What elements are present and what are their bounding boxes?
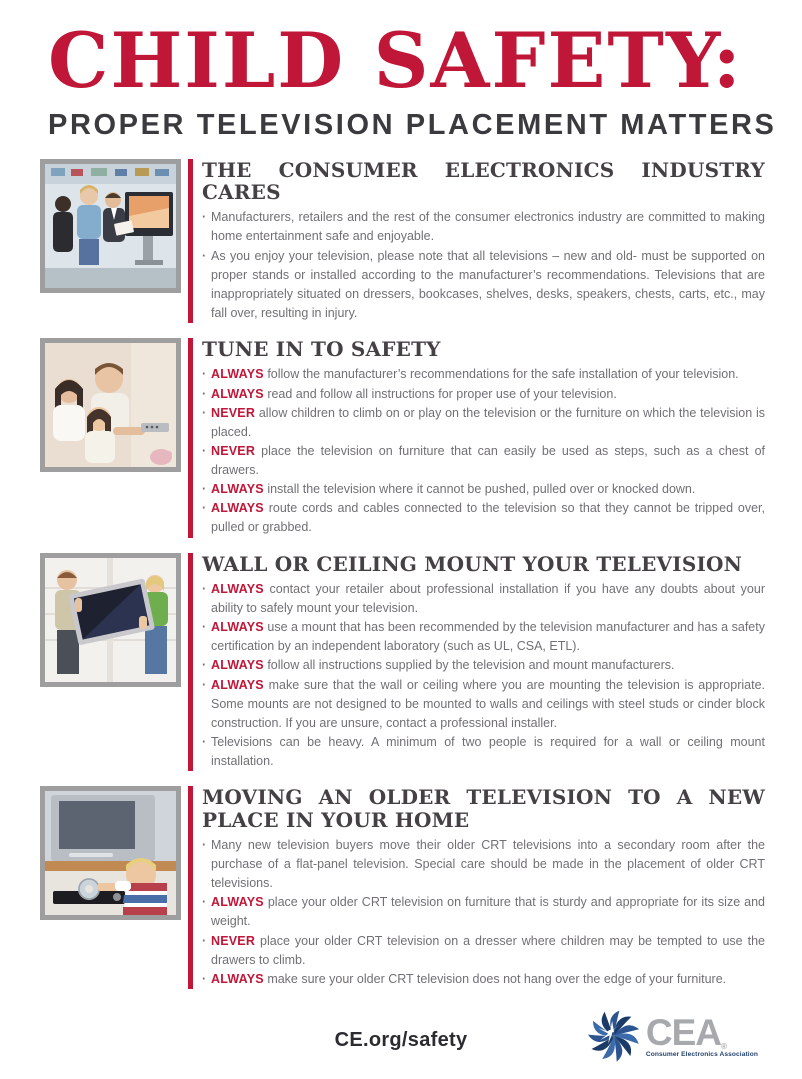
page-title: CHILD SAFETY: [48, 16, 743, 105]
bullet-text: As you enjoy your television, please note that all televisions – new and old- must be supported on proper stands or installed according to the manufacturer’s recommendations. Televisions that are inappropriately situated on dressers, bookcases, shelves, desks, speakers, chests, carts, etc., may fall over, resulting in injury. [211, 248, 765, 320]
cea-name: CEA® [645, 1011, 727, 1053]
section-tune-in-to-safety [40, 338, 765, 538]
bullet-item [202, 580, 765, 618]
bullet-list [202, 836, 765, 989]
bullet-item [202, 442, 765, 480]
bullet-text: ALWAYS use a mount that has been recommended by the television manufacturer and has a safety certification by an independent laboratory (such as UL, CSA, ETL). [211, 620, 765, 654]
bullet-item [202, 676, 765, 733]
carrying-tv-illustration [45, 558, 176, 682]
bullet-text: Many new television buyers move their older CRT televisions into a secondary room after the purchase of a flat-panel television. Special care should be made in the placement of older CRT televisions. [211, 837, 765, 891]
boy-with-dvd-and-crt-tv-photo [40, 786, 181, 920]
section-heading: MOVING AN OLDER TELEVISION TO A NEW PLACE IN YOUR HOME [202, 785, 765, 832]
bullet-item [202, 618, 765, 656]
couple-carrying-flat-tv-photo [40, 553, 181, 687]
bullet-text: Televisions can be heavy. A minimum of two people is required for a wall or ceiling mount installation. [211, 734, 765, 769]
bullet-list [202, 208, 765, 323]
bullet-dot: · [202, 386, 207, 401]
section-content [188, 553, 765, 772]
bullet-dot: · [202, 501, 207, 516]
bullet-dot: · [202, 971, 207, 986]
registered-mark: ® [720, 1041, 727, 1051]
section-heading: THE CONSUMER ELECTRONICS INDUSTRY CARES [202, 157, 765, 204]
bullet-text: ALWAYS place your older CRT television on furniture that is sturdy and appropriate for its size and weight. [211, 895, 765, 929]
section-content [188, 338, 765, 538]
bullet-item [202, 836, 765, 893]
bullet-keyword: ALWAYS [211, 971, 264, 986]
bullet-text: NEVER place your older CRT television on a dresser where children may be tempted to use the drawers to climb. [211, 933, 765, 967]
boy-crt-tv-illustration [45, 791, 176, 915]
bullet-list [202, 365, 765, 537]
bullet-text: ALWAYS follow all instructions supplied by the television and mount manufacturers. [211, 658, 675, 673]
bullet-text: ALWAYS install the television where it cannot be pushed, pulled over or knocked down. [211, 482, 696, 497]
footer [0, 1009, 802, 1079]
bullet-item [202, 404, 765, 442]
bullet-text: ALWAYS route cords and cables connected to the television so that they cannot be tripped over, pulled or grabbed. [211, 501, 765, 535]
bullet-keyword: ALWAYS [211, 482, 264, 497]
bullet-item [202, 932, 765, 970]
tv-store-consultation-photo [40, 159, 181, 293]
ce-org-safety-link: CE.org/safety [334, 1028, 468, 1051]
family-watching-tv-photo [40, 338, 181, 472]
bullet-keyword: NEVER [211, 405, 256, 420]
bullet-dot: · [202, 581, 207, 596]
cea-wordmark [645, 1011, 758, 1059]
bullet-keyword: ALWAYS [211, 386, 264, 401]
bullet-keyword: ALWAYS [211, 677, 264, 692]
bullet-item [202, 656, 765, 675]
section-industry-cares [40, 159, 765, 324]
bullet-text: NEVER place the television on furniture that can easily be used as steps, such as a chest of drawers. [211, 443, 765, 478]
bullet-dot: · [202, 895, 207, 910]
bullet-item [202, 893, 765, 931]
bullet-dot: · [202, 658, 207, 673]
bullet-item [202, 499, 765, 537]
bullet-dot: · [202, 405, 207, 420]
section-heading: WALL OR CEILING MOUNT YOUR TELEVISION [202, 551, 743, 576]
bullet-text: ALWAYS contact your retailer about professional installation if you have any doubts about your ability to safely mount your television. [211, 581, 765, 616]
bullet-text: ALWAYS make sure that the wall or ceiling where you are mounting the television is appropriate. Some mounts are not designed to be mounted to walls and ceilings with steel studs or cinder block construction. If you are unsure, contact a professional installer. [211, 677, 765, 730]
bullet-dot: · [202, 210, 207, 225]
bullet-dot: · [202, 443, 207, 458]
bullet-item [202, 970, 765, 989]
cea-logo [587, 1009, 758, 1063]
bullet-dot: · [202, 367, 207, 382]
bullet-dot: · [202, 837, 207, 852]
bullet-item [202, 365, 765, 384]
bullet-keyword: NEVER [211, 933, 256, 948]
bullet-item [202, 480, 765, 499]
store-scene-illustration [45, 164, 176, 288]
bullet-dot: · [202, 734, 207, 749]
bullet-keyword: ALWAYS [211, 581, 264, 596]
section-moving-older-television [40, 786, 765, 989]
cea-tagline: Consumer Electronics Association [645, 1050, 758, 1058]
bullet-item [202, 208, 765, 246]
bullet-item [202, 247, 765, 324]
bullet-text: NEVER allow children to climb on or play on the television or the furniture on which the television is placed. [211, 405, 765, 439]
bullet-keyword: ALWAYS [211, 895, 264, 910]
bullet-item [202, 733, 765, 771]
section-content [188, 786, 765, 989]
bullet-dot: · [202, 248, 207, 263]
section-content [188, 159, 765, 324]
bullet-keyword: ALWAYS [211, 620, 264, 635]
sections-container [0, 142, 802, 989]
bullet-dot: · [202, 933, 207, 948]
bullet-text: Manufacturers, retailers and the rest of the consumer electronics industry are committed to making home entertainment safe and enjoyable. [211, 210, 765, 244]
bullet-keyword: ALWAYS [211, 658, 264, 673]
bullet-item [202, 385, 765, 404]
bullet-keyword: ALWAYS [211, 501, 264, 516]
bullet-dot: · [202, 620, 207, 635]
cea-pinwheel-icon [587, 1009, 641, 1063]
bullet-dot: · [202, 482, 207, 497]
header [0, 16, 802, 142]
bullet-keyword: NEVER [211, 443, 256, 458]
bullet-text: ALWAYS make sure your older CRT television does not hang over the edge of your furniture. [211, 971, 727, 986]
family-scene-illustration [45, 343, 176, 467]
section-wall-or-ceiling-mount [40, 553, 765, 772]
page-subtitle: PROPER TELEVISION PLACEMENT MATTERS [48, 108, 777, 141]
bullet-dot: · [202, 677, 207, 692]
bullet-list [202, 580, 765, 771]
section-heading: TUNE IN TO SAFETY [202, 337, 441, 362]
bullet-text: ALWAYS read and follow all instructions for proper use of your television. [211, 386, 617, 401]
bullet-text: ALWAYS follow the manufacturer’s recommendations for the safe installation of your television. [211, 367, 739, 382]
bullet-keyword: ALWAYS [211, 367, 264, 382]
